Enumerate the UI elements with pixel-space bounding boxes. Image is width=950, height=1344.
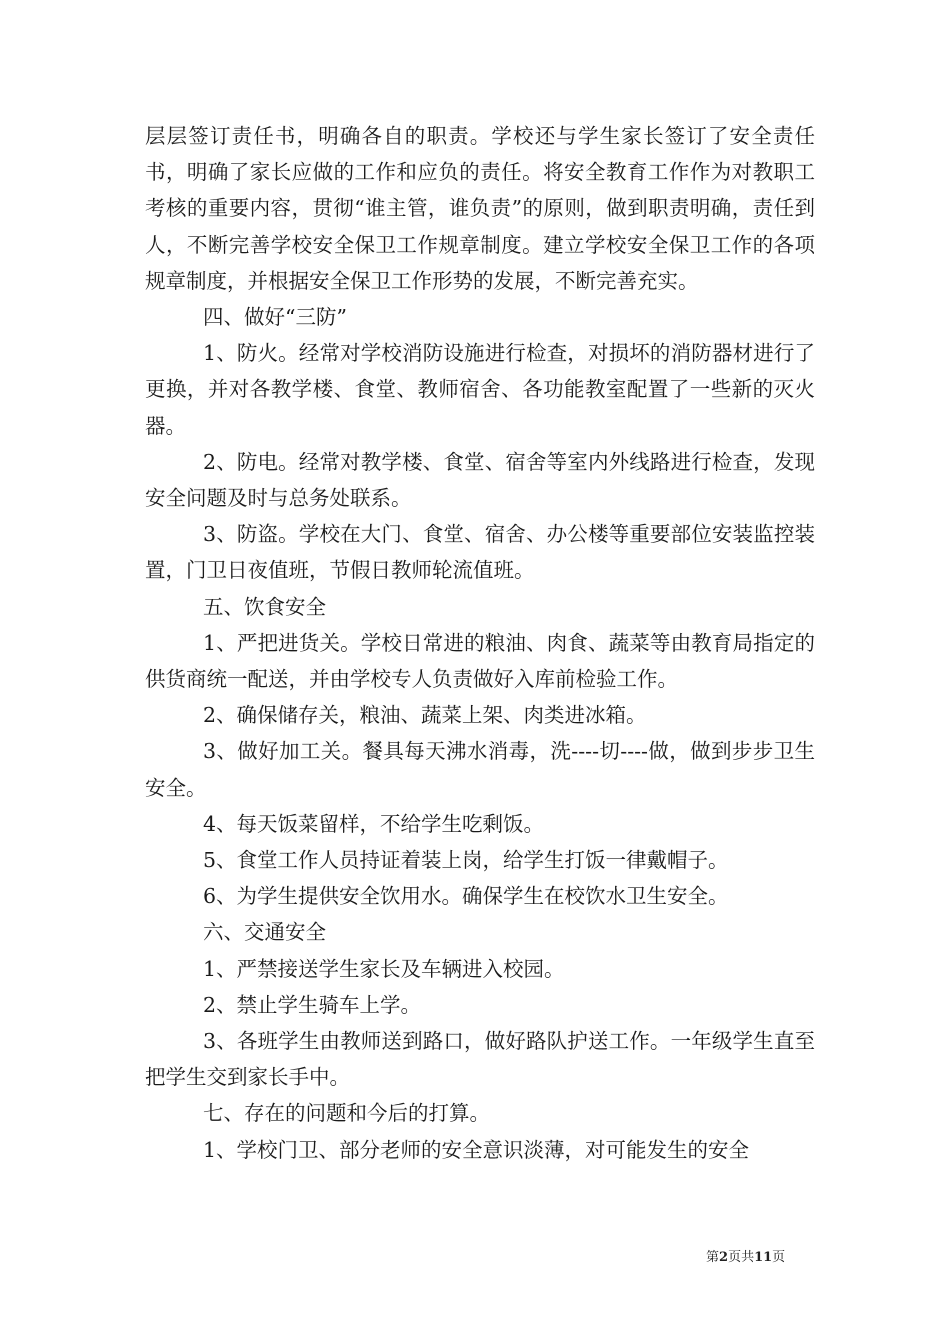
footer-prefix: 第	[706, 1250, 720, 1265]
paragraph-food-3: 3、做好加工关。餐具每天沸水消毒，洗----切----做，做到步步卫生安全。	[145, 739, 815, 800]
paragraph-problems-1: 1、学校门卫、部分老师的安全意识淡薄，对可能发生的安全	[203, 1137, 750, 1162]
section-heading-four: 四、做好“三防”	[203, 305, 347, 330]
document-body	[145, 118, 815, 1168]
current-page-number: 2	[719, 1250, 729, 1265]
paragraph-traffic-1: 1、严禁接送学生家长及车辆进入校园。	[203, 956, 565, 981]
footer-middle: 页共	[728, 1250, 755, 1265]
section-heading-six: 六、交通安全	[203, 920, 326, 945]
paragraph-fire-prevention: 1、防火。经常对学校消防设施进行检查，对损坏的消防器材进行了更换，并对各教学楼、食堂、教师宿舍、各功能教室配置了一些新的灭火器。	[145, 341, 815, 438]
footer-suffix: 页	[772, 1250, 786, 1265]
paragraph-food-6: 6、为学生提供安全饮用水。确保学生在校饮水卫生安全。	[203, 884, 729, 909]
paragraph-food-4: 4、每天饭菜留样，不给学生吃剩饭。	[203, 811, 545, 836]
paragraph-electric-prevention: 2、防电。经常对教学楼、食堂、宿舍等室内外线路进行检查，发现安全问题及时与总务处联系。	[145, 449, 815, 511]
paragraph-food-2: 2、确保储存关，粮油、蔬菜上架、肉类进冰箱。	[203, 703, 647, 728]
paragraph-food-5: 5、食堂工作人员持证着装上岗，给学生打饭一律戴帽子。	[203, 848, 729, 873]
section-heading-five: 五、饮食安全	[203, 594, 326, 619]
total-pages-number: 11	[754, 1250, 773, 1265]
paragraph-1: 层层签订责任书，明确各自的职责。学校还与学生家长签订了安全责任书，明确了家长应做的工作和应负的责任。将安全教育工作作为对教职工考核的重要内容，贯彻“谁主管，谁负责”的原则，做到职责明确，责任到人，不断完善学校安全保卫工作规章制度。建立学校安全保卫工作的各项规章制度，并根据安全保卫工作形势的发展，不断完善充实。	[145, 124, 815, 293]
paragraph-traffic-2: 2、禁止学生骑车上学。	[203, 992, 422, 1017]
paragraph-theft-prevention: 3、防盗。学校在大门、食堂、宿舍、办公楼等重要部位安装监控装置，门卫日夜值班，节假日教师轮流值班。	[145, 522, 815, 583]
page-number-footer	[706, 1246, 785, 1265]
paragraph-traffic-3: 3、各班学生由教师送到路口，做好路队护送工作。一年级学生直至把学生交到家长手中。	[145, 1029, 815, 1090]
section-heading-seven: 七、存在的问题和今后的打算。	[203, 1101, 490, 1126]
paragraph-food-1: 1、严把进货关。学校日常进的粮油、肉食、蔬菜等由教育局指定的供货商统一配送，并由学校专人负责做好入库前检验工作。	[145, 630, 815, 692]
